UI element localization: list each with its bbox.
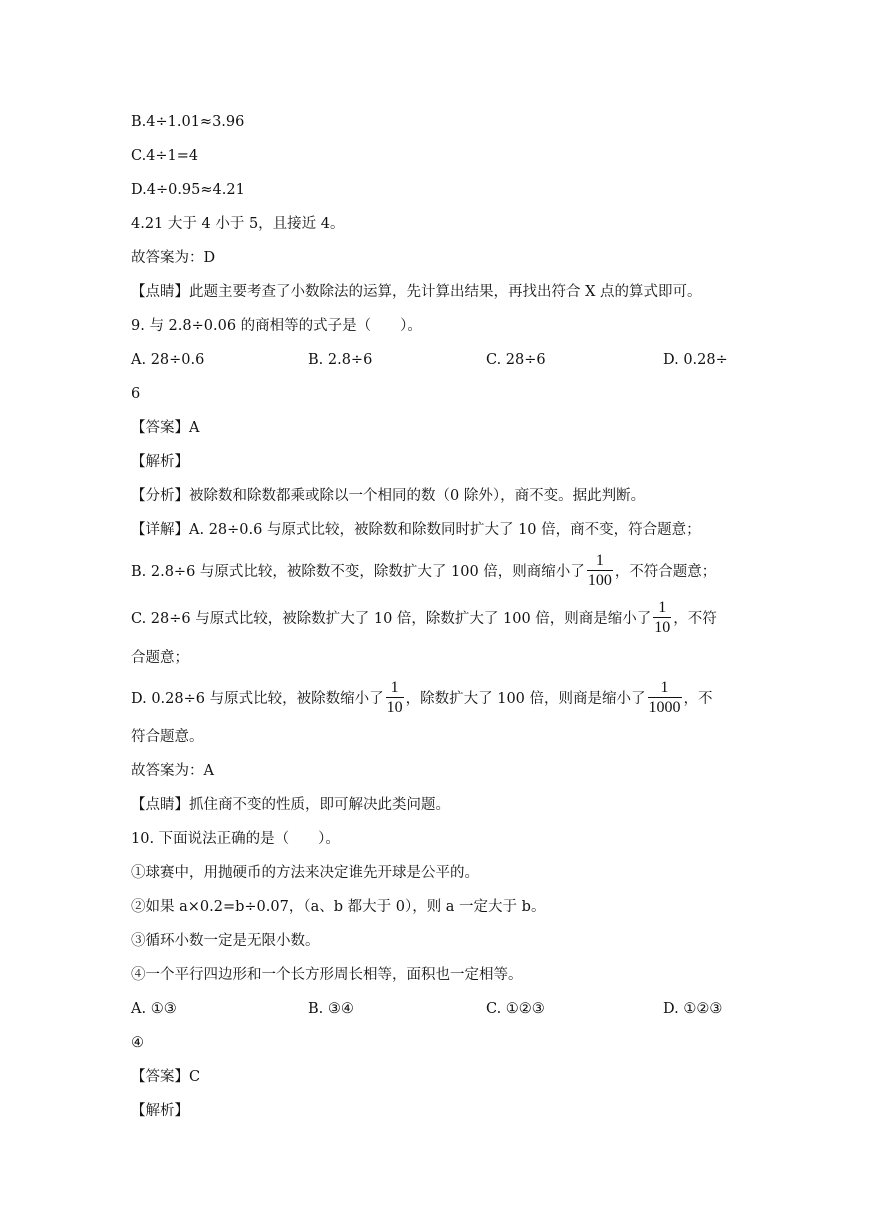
q10-statement-3: ③循环小数一定是无限小数。 — [131, 933, 320, 949]
q9-detail-c-tail: ，不符 — [673, 610, 717, 627]
q9-option-d: D. 0.28÷ — [663, 352, 728, 368]
option-line-d: D.4÷0.95≈4.21 — [131, 182, 245, 198]
q10-option-d: D. ①②③ — [663, 1001, 723, 1017]
fraction-numerator: 1 — [386, 678, 404, 698]
q9-answer: 【答案】A — [131, 420, 200, 436]
fraction-denominator: 10 — [386, 698, 403, 716]
option-line-b: B.4÷1.01≈3.96 — [131, 114, 245, 130]
q9-analysis: 【分析】被除数和除数都乘或除以一个相同的数（0 除外），商不变。据此判断。 — [131, 488, 646, 504]
q9-option-d-continued: 6 — [131, 386, 141, 402]
q9-conclusion: 故答案为：A — [131, 763, 214, 779]
q10-answer: 【答案】C — [131, 1069, 201, 1085]
q9-detail-d-tail: ，不 — [683, 690, 713, 707]
q10-option-b: B. ③④ — [308, 1001, 354, 1017]
fraction-one-tenth — [653, 598, 671, 637]
fraction-denominator: 10 — [654, 618, 671, 636]
q10-option-c: C. ①②③ — [486, 1001, 545, 1017]
q9-detail-a: 【详解】A. 28÷0.6 与原式比较，被除数和除数同时扩大了 10 倍，商不变，符合题意； — [131, 522, 701, 538]
q10-option-a: A. ①③ — [131, 1001, 177, 1017]
q9-detail-d-continued: 符合题意。 — [131, 729, 204, 745]
fraction-numerator: 1 — [587, 551, 613, 571]
question-10: 10. 下面说法正确的是（ ）。 — [131, 831, 340, 847]
fraction-numerator: 1 — [653, 598, 671, 618]
fraction-denominator: 1000 — [648, 698, 681, 716]
q9-detail-c-text: C. 28÷6 与原式比较，被除数扩大了 10 倍，除数扩大了 100 倍，则商是缩小了 — [131, 610, 652, 627]
q9-option-c: C. 28÷6 — [486, 352, 546, 368]
q9-detail-d-text: D. 0.28÷6 与原式比较，被除数缩小了 — [131, 690, 384, 707]
question-9: 9. 与 2.8÷0.06 的商相等的式子是（ ）。 — [131, 318, 422, 334]
q9-detail-b — [131, 548, 716, 592]
fraction-one-hundredth — [587, 551, 613, 590]
dianjing-line: 【点睛】此题主要考查了小数除法的运算，先计算出结果，再找出符合 X 点的算式即可。 — [131, 284, 702, 300]
q9-detail-b-tail: ，不符合题意； — [614, 563, 717, 580]
q10-statement-4: ④一个平行四边形和一个长方形周长相等，面积也一定相等。 — [131, 967, 523, 983]
option-line-c: C.4÷1=4 — [131, 148, 199, 164]
q9-detail-c-continued: 合题意； — [131, 650, 189, 666]
fraction-numerator: 1 — [648, 678, 682, 698]
q9-detail-c — [131, 595, 717, 639]
q9-option-a: A. 28÷0.6 — [131, 352, 205, 368]
fraction-one-thousandth — [648, 678, 682, 717]
q9-option-b: B. 2.8÷6 — [308, 352, 373, 368]
fraction-denominator: 100 — [587, 571, 612, 589]
q9-detail-b-text: B. 2.8÷6 与原式比较，被除数不变，除数扩大了 100 倍，则商缩小了 — [131, 563, 585, 580]
q10-statement-1: ①球赛中，用抛硬币的方法来决定谁先开球是公平的。 — [131, 865, 479, 881]
fraction-one-tenth — [386, 678, 404, 717]
q9-detail-d — [131, 675, 713, 719]
q9-detail-d-middle: ，除数扩大了 100 倍，则商是缩小了 — [405, 690, 646, 707]
explanation-line: 4.21 大于 4 小于 5，且接近 4。 — [131, 216, 345, 232]
q9-jiexi-heading: 【解析】 — [131, 454, 189, 470]
conclusion-line: 故答案为：D — [131, 250, 216, 266]
q9-dianjing: 【点睛】抓住商不变的性质，即可解决此类问题。 — [131, 797, 450, 813]
q10-jiexi-heading: 【解析】 — [131, 1103, 189, 1119]
q10-statement-2: ②如果 a×0.2=b÷0.07，（a、b 都大于 0），则 a 一定大于 b。 — [131, 899, 546, 915]
q10-option-d-continued: ④ — [131, 1035, 144, 1051]
